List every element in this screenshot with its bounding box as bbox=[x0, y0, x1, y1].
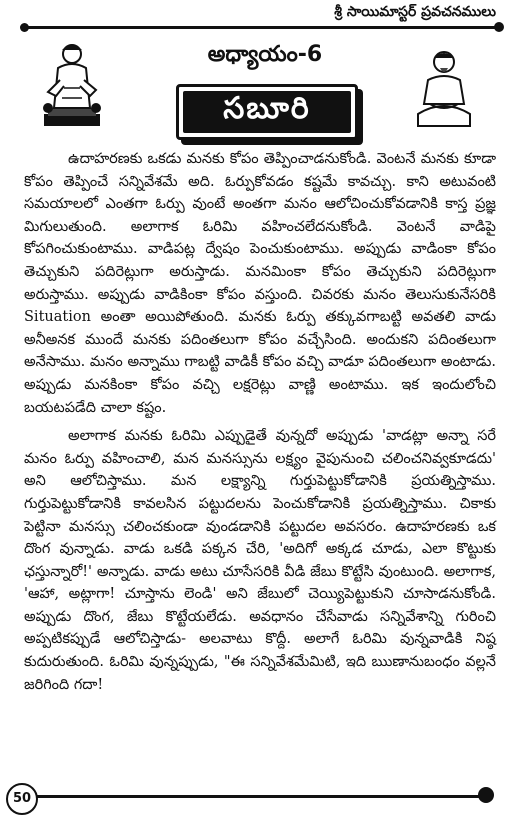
master-portrait-icon bbox=[410, 42, 478, 134]
header-rule bbox=[22, 26, 500, 29]
chapter-body bbox=[24, 148, 496, 700]
header-ornament-dot bbox=[494, 22, 504, 32]
chapter-number: అధ్యాయం-6 bbox=[207, 42, 323, 67]
paragraph: అలాగాక మనకు ఓరిమి ఎప్పుడైతే వున్నదో అప్పుడు 'వాడట్లా అన్నా సరే మనం ఓర్పు వహించాలి, మన మనస్సును లక్ష్యం వైపునుంచి చలించనివ్వకూడదు' అని ఆలోచిస్తాము. మన లక్ష్యాన్ని గుర్తుపెట్టుకోడానికి ప్రయత్నిస్తాము. గుర్తుపెట్టుకోడానికి కావలసిన పట్టుదలను పెంచుకోడానికి ప్రయత్నిస్తాము. చికాకు పెట్టినా మనస్సు చలించకుండా వుండడానికి పట్టుదల అవసరం. ఉదాహరణకు ఒక దొంగ వున్నాడు. వాడు ఒకడి పక్కన చేరి, 'అదిగో అక్కడ చూడు, ఎలా కొట్టుకు ఛస్తున్నారో!' అన్నాడు. వాడు అటు చూసేసరికి వీడి జేబు కొట్టేసి వుంటుంది. అలాగాక, 'ఆహా, అట్లాగా! చూస్తాను లెండి' అని జేబులో చెయ్యిపెట్టుకుని చూసాడనుకోండి. అప్పుడు దొంగ, జేబు కొట్టేయలేడు. అవధానం చేసేవాడు సన్నివేశాన్ని గురించి అప్పటికప్పుడే ఆలోచిస్తాడు- అలవాటు కొద్దీ. అలాగే ఓరిమి వున్నవాడికి నిష్ఠ కుదురుతుంది. ఓరిమి వున్నప్పుడు, "ఈ సన్నివేశమేమిటి, ఇది ఋణానుబంధం వల్లనే జరిగింది గదా! bbox=[24, 428, 496, 693]
saint-portrait-icon bbox=[38, 38, 106, 130]
book-title: శ్రీ సాయిమాస్టర్ ప్రవచనములు bbox=[326, 4, 500, 23]
footer-rule bbox=[22, 795, 488, 798]
paragraph: ఉదాహరణకు ఒకడు మనకు కోపం తెప్పించాడనుకోండి. వెంటనే మనకు కూడా కోపం తెప్పించే సన్నివేశమే అది. ఓర్పుకోవడం కష్టమే కావచ్చు. కాని అటువంటి సమయాలలో ఎంతగా ఓర్పు వుంటే అంతగా మనం ఆలోచించుకోవడానికి కాస్త ప్రజ్ఞ మిగులుతుంది. అలాగాక ఓరిమి వహించలేదనుకోండి. వెంటనే వాడిపై కోపగించుకుంటాము. వాడిపట్ల ద్వేషం పెంచుకుంటాము. అప్పుడు వాడింకా కోపం తెచ్చుకుని పదిరెట్లుగా అరుస్తాడు. మనమింకా కోపం తెచ్చుకుని పదిరెట్లుగా అరుస్తాము. అప్పుడు వాడికింకా కోపం వస్తుంది. చివరకు మనం తెలుసుకునేసరికి Situation అంతా అయిపోతుంది. మనకు ఓర్పు తక్కువగాబట్టి అవతలి వాడు అనీఅనక ముందే మనకు పదింతలుగా కోపం వచ్చేసింది. అందుకని పదింతలుగా అనేసాము. మనం అన్నాము గాబట్టి వాడికీ కోపం వచ్చి వాడూ పదింతలుగా అంటాడు. అప్పుడు మనకింకా కోపం వచ్చి లక్షరెట్లు వాణ్ణి అంటాము. ఇక ఇందులోంచి బయటపడేది చాలా కష్టం. bbox=[24, 151, 496, 416]
chapter-title: సబూరి bbox=[223, 91, 311, 126]
footer-ornament-dot bbox=[478, 787, 494, 803]
chapter-title-box bbox=[176, 84, 358, 140]
page-number: 50 bbox=[6, 783, 38, 815]
